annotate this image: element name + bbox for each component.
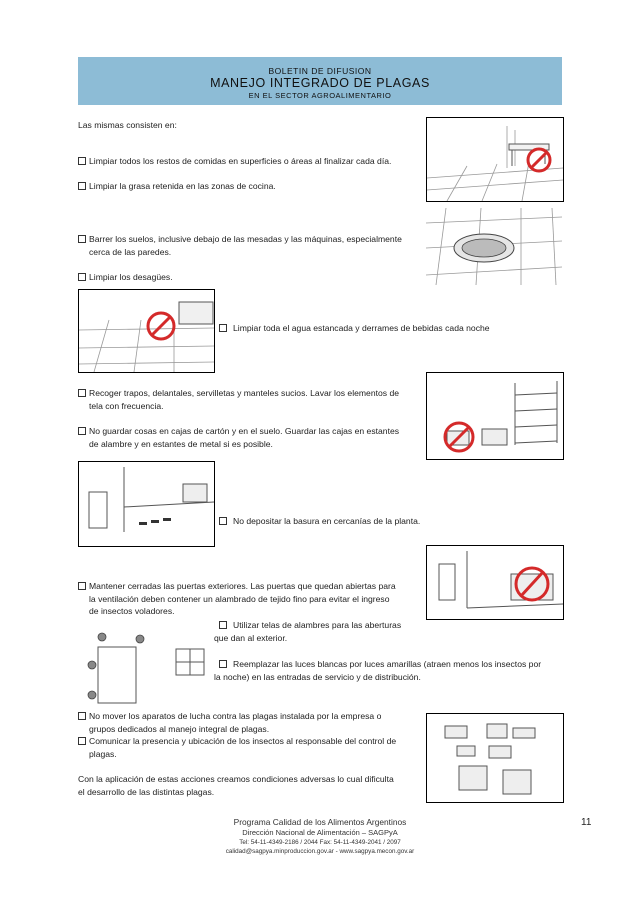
bullet-item — [78, 233, 402, 258]
checkbox-bullet-icon — [219, 660, 227, 668]
bullet-item — [78, 180, 276, 193]
closing-line: Con la aplicación de estas acciones creamos condiciones adversas lo cual dificulta — [78, 774, 394, 784]
bullet-text: cerca de las paredes. — [89, 246, 172, 257]
checkbox-bullet-icon — [78, 427, 86, 435]
illustration-spills — [78, 289, 215, 373]
bullet-item — [214, 619, 401, 632]
bullet-text: Comunicar la presencia y ubicación de los insectos al responsable del control de — [89, 736, 397, 746]
bullet-item — [214, 658, 541, 671]
bullet-text: de insectos voladores. — [89, 606, 175, 616]
illustration-traps — [426, 713, 564, 803]
bullet-item — [219, 322, 490, 335]
bullet-item — [78, 271, 173, 284]
illustration-shelves — [426, 372, 564, 460]
checkbox-bullet-icon — [78, 182, 86, 190]
door-prohibited-icon — [427, 546, 563, 619]
footer-direction: Dirección Nacional de Alimentación – SAGPyA — [242, 828, 398, 837]
bullet-text: Utilizar telas de alambres para las aberturas — [233, 620, 402, 630]
bullet-text: No mover los aparatos de lucha contra las plagas instalada por la empresa o — [89, 711, 382, 721]
bulletin-header — [78, 57, 562, 105]
bullet-text: Barrer los suelos, inclusive debajo de las mesadas y las máquinas, especialmente — [89, 234, 402, 244]
bullet-item — [219, 515, 420, 528]
bullet-text: No guardar cosas en cajas de cartón y en el suelo. Guardar las cajas en estantes — [89, 426, 400, 436]
bulletin-title: MANEJO INTEGRADO DE PLAGAS — [210, 76, 430, 90]
spill-prohibited-icon — [79, 290, 214, 372]
pest-traps-icon — [427, 714, 563, 802]
checkbox-bullet-icon — [78, 389, 86, 397]
boxes-prohibited-icon — [427, 373, 563, 459]
table-prohibited-icon — [427, 118, 563, 201]
bullet-text: plagas. — [89, 748, 117, 759]
page-number: 11 — [581, 817, 592, 828]
floor-drain-icon — [426, 203, 562, 285]
bullet-text: tela con frecuencia. — [89, 400, 164, 411]
checkbox-bullet-icon — [219, 621, 227, 629]
building-garbage-icon — [79, 462, 214, 546]
footer-program: Programa Calidad de los Alimentos Argentinos — [233, 817, 407, 827]
illustration-lights — [78, 625, 213, 707]
illustration-garbage — [78, 461, 215, 547]
bullet-item — [78, 387, 399, 412]
intro-text: Las mismas consisten en: — [78, 120, 177, 130]
closing-paragraph — [78, 773, 394, 798]
checkbox-bullet-icon — [78, 157, 86, 165]
bullet-item — [78, 710, 381, 735]
closing-line: el desarrollo de las distintas plagas. — [78, 786, 215, 797]
checkbox-bullet-icon — [219, 324, 227, 332]
bullet-text: la ventilación deben contener un alambrado de tejido fino para evitar el ingreso — [89, 593, 390, 604]
bullet-text: Reemplazar las luces blancas por luces amarillas (atraen menos los insectos por — [233, 659, 542, 669]
bullet-text: Mantener cerradas las puertas exteriores. Las puertas que quedan abiertas para — [89, 581, 396, 591]
bullet-text: No depositar la basura en cercanías de la planta. — [233, 516, 421, 526]
bullet-item — [78, 155, 391, 168]
bullet-text: Limpiar la grasa retenida en las zonas de cocina. — [89, 181, 276, 191]
checkbox-bullet-icon — [78, 273, 86, 281]
checkbox-bullet-icon — [78, 737, 86, 745]
bullet-text: Limpiar toda el agua estancada y derrames de bebidas cada noche — [233, 323, 490, 333]
bulletin-subtitle: EN EL SECTOR AGROALIMENTARIO — [248, 91, 392, 100]
checkbox-bullet-icon — [219, 517, 227, 525]
bullet-text: grupos dedicados al manejo integral de plagas. — [89, 723, 270, 734]
bullet-item — [78, 425, 399, 450]
bullet-text: Limpiar todos los restos de comidas en superficies o áreas al finalizar cada día. — [89, 156, 392, 166]
bullet-item — [78, 580, 396, 618]
footer-contact: calidad@sagpya.minproduccion.gov.ar - www.sagpya.mecon.gov.ar — [225, 848, 415, 855]
checkbox-bullet-icon — [78, 235, 86, 243]
illustration-open-door — [426, 545, 564, 620]
bullet-continuation: que dan al exterior. — [214, 633, 288, 643]
bullet-item — [78, 735, 396, 760]
checkbox-bullet-icon — [78, 582, 86, 590]
bullet-text: Recoger trapos, delantales, servilletas y manteles sucios. Lavar los elementos de — [89, 388, 400, 398]
bullet-text: Limpiar los desagües. — [89, 272, 173, 282]
checkbox-bullet-icon — [78, 712, 86, 720]
footer-phones: Tel: 54-11-4349-2186 / 2044 Fax: 54-11-4349-2041 / 2097 — [239, 839, 401, 846]
illustration-drain — [426, 203, 562, 285]
bullet-text: de alambre y en estantes de metal si es posible. — [89, 438, 273, 449]
door-lights-icon — [78, 625, 213, 707]
illustration-dirty-table — [426, 117, 564, 202]
bulletin-label: BOLETIN DE DIFUSION — [268, 66, 372, 76]
footer — [180, 817, 460, 856]
bullet-continuation: la noche) en las entradas de servicio y de distribución. — [214, 672, 421, 682]
